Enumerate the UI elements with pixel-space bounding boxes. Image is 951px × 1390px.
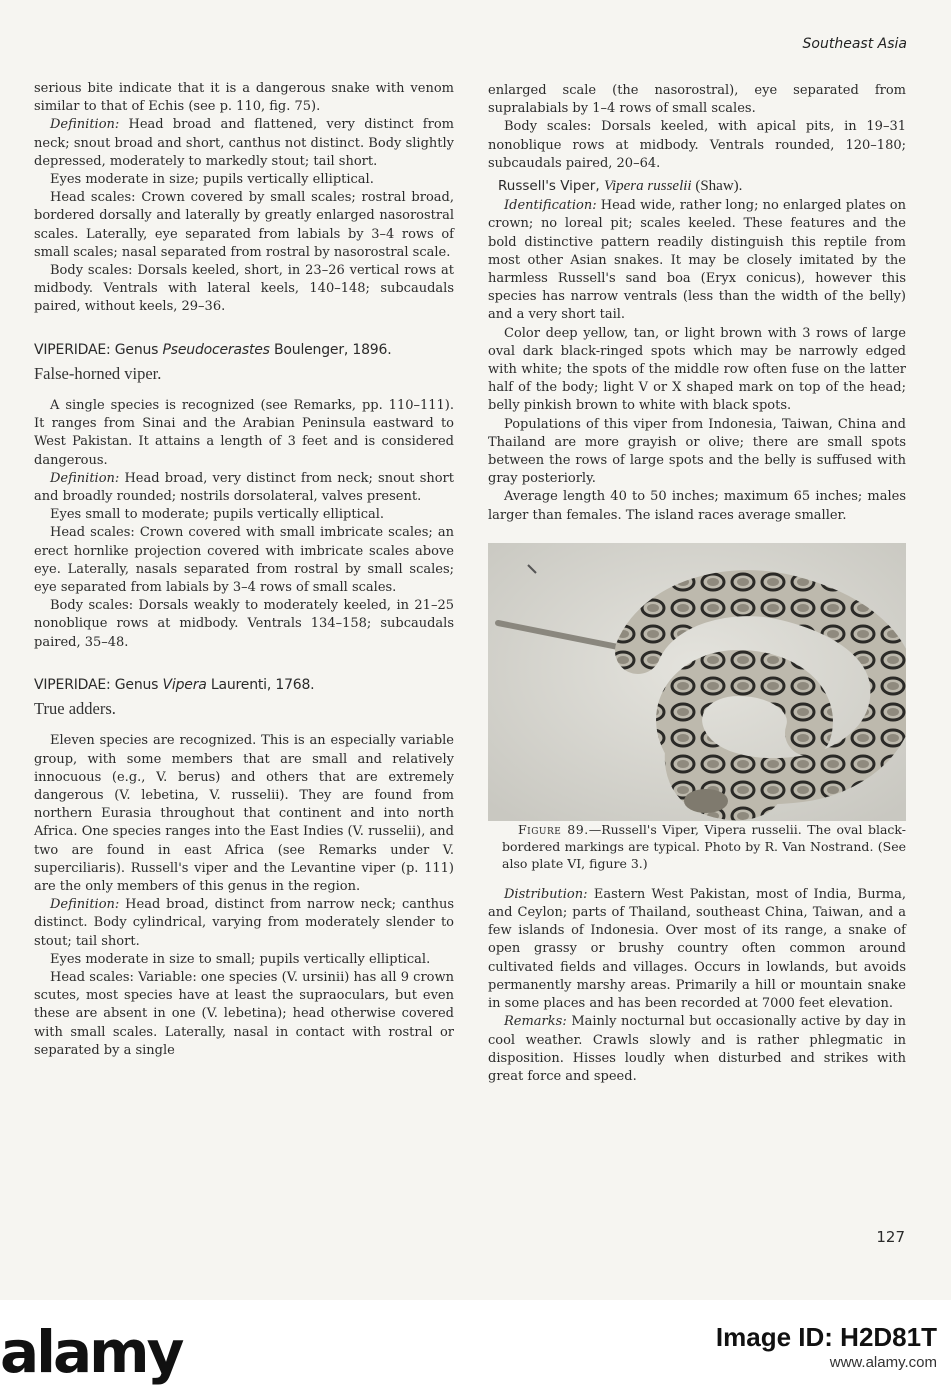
image-id-block [716,1322,937,1373]
paragraph: Head scales: Crown covered with small imbricate scales; an erect hornlike projection covered with imbricate scales above eye. Laterally, nasals separated from rostral by small scales; eye separated from labials by 3–4 rows of small scales. [34,525,454,596]
genus-heading-vipera [34,676,454,694]
paragraph: Body scales: Dorsals keeled, with apical pits, in 19–31 nonoblique rows at midbody. Ventrals rounded, 120–180; subcaudals paired, 20–64. [488,119,906,171]
definition-text: Head broad, distinct from narrow neck; canthus distinct. Body cylindrical, varying from moderately slender to stout; tail short. [34,897,454,949]
figure-caption [488,821,906,872]
distribution-paragraph [488,886,906,1013]
paragraph: Eyes moderate in size to small; pupils vertically elliptical. [50,951,431,967]
identification-label: Identification: [504,198,597,214]
genus-heading-pseudocerastes [34,341,454,359]
stock-photo-footer [0,1300,951,1390]
genus-name: Pseudocerastes [162,341,270,358]
species-scientific-name: Vipera russelii [603,178,692,195]
paragraph: Eleven species are recognized. This is an especially variable group, with some members that are small and relatively innocuous (e.g., V. berus) and others that are extremely dangerous (V. lebetina, V. russelii). They are found from northern Eurasia throughout that continent and into north Africa. One species ranges into the East Indies (V. russelii), and two are found in east Africa (see Remarks under V. superciliaris). Russell's viper and the Levantine viper (p. 111) are the only members of this genus in the region. [34,733,454,894]
alamy-logo: alamy [0,1318,182,1386]
image-id: Image ID: H2D81T [715,1322,937,1352]
paragraph: Eyes small to moderate; pupils vertically elliptical. [50,507,385,523]
paragraph: Body scales: Dorsals keeled, short, in 23–26 vertical rows at midbody. Ventrals with lateral keels, 140–148; subcaudals paired, without keels, 29–36. [34,263,454,315]
russells-viper-illustration [488,543,906,821]
identification-paragraph [488,197,906,324]
genus-prefix: VIPERIDAE: Genus [34,341,163,358]
snake-photo [488,543,906,821]
remarks-label: Remarks: [504,1014,567,1030]
identification-text: Head wide, rather long; no enlarged plates on crown; no loreal pit; scales keeled. These features and the bold distinctive pattern readily distinguish this reptile from most other Asian snakes. It may be closely imitated by the harmless Russell's sand boa (Eryx conicus), however this species has narrow ventrals (less than the width of the belly) and a very short tail. [488,198,906,323]
definition-paragraph [34,470,454,506]
figure-number: Figure 89. [518,821,589,837]
definition-text: Head broad, very distinct from neck; snout short and broadly rounded; nostrils dorsolateral, valves present. [34,470,454,505]
paragraph: Body scales: Dorsals weakly to moderately keeled, in 21–25 nonoblique rows at midbody. Ventrals 134–158; subcaudals paired, 35–48. [34,598,454,650]
paragraph: Average length 40 to 50 inches; maximum 65 inches; males larger than females. The island races average smaller. [488,489,906,523]
definition-paragraph [34,896,454,951]
common-name-heading: True adders. [34,699,116,719]
running-head: Southeast Asia [802,36,907,52]
paragraph: A single species is recognized (see Remarks, pp. 110–111). It ranges from Sinai and the Arabian Peninsula eastward to West Pakistan. It attains a length of 3 feet and is considered dangerous. [34,398,454,468]
right-column [488,82,906,1086]
distribution-text: Eastern West Pakistan, most of India, Burma, and Ceylon; parts of Thailand, southeast China, Taiwan, and a few islands of Indonesia. Over most of its range, a snake of open grassy or brushy country often common around cultivated fields and villages. Occurs in lowlands, but avoids permanently marshy areas. Primarily a hill or mountain snake in some places and has been recorded at 7000 feet elevation. [488,886,906,1012]
definition-label: Definition: [50,470,120,486]
definition-paragraph [34,116,454,171]
genus-name: Vipera [162,676,207,693]
site-url: www.alamy.com [829,1354,937,1371]
paragraph: enlarged scale (the nasorostral), eye separated from supralabials by 1–4 rows of small scales. [488,83,906,117]
definition-label: Definition: [50,897,120,913]
species-heading [498,177,906,195]
paragraph: Head scales: Variable: one species (V. ursinii) has all 9 crown scutes, most species have at least the supraoculars, but even these are absent in one (V. lebetina); head otherwise covered with small scales. Laterally, nasal in contact with rostral or separated by a single [34,969,454,1058]
remarks-text: Mainly nocturnal but occasionally active by day in cool weather. Crawls slowly and is rather phlegmatic in disposition. Hisses loudly when disturbed and strikes with great force and speed. [488,1014,906,1084]
definition-label: Definition: [50,117,120,133]
genus-prefix: VIPERIDAE: Genus [34,676,163,693]
species-common-name: Russell's Viper, [498,178,604,195]
page-number: 127 [876,1228,905,1246]
genus-authority: Laurenti, 1768. [206,676,315,693]
paragraph: Populations of this viper from Indonesia, Taiwan, China and Thailand are more grayish or olive; there are small spots between the rows of large spots and the belly is suffused with gray posteriorly. [488,416,906,487]
distribution-label: Distribution: [504,886,588,902]
genus-authority: Boulenger, 1896. [269,341,392,358]
left-column [34,80,454,1060]
paragraph: Head scales: Crown covered by small scales; rostral broad, bordered dorsally and laterally by greatly enlarged nasorostral scales. Laterally, eye separated from labials by 3–4 rows of small scales; nasal separated from rostral by nasorostral scale. [34,190,454,260]
species-authority: (Shaw). [691,178,743,195]
paragraph: Color deep yellow, tan, or light brown with 3 rows of large oval dark black-ringed spots which may be narrowly edged with white; the spots of the middle row often fuse on the latter half of the body; light V or X shaped mark on top of the head; belly pinkish brown to white with black spots. [488,325,906,414]
paragraph: Eyes moderate in size; pupils vertically elliptical. [50,172,374,188]
remarks-paragraph [488,1013,906,1086]
definition-text: Head broad and flattened, very distinct from neck; snout broad and short, canthus not distinct. Body slightly depressed, moderately to markedly stout; tail short. [34,117,454,169]
paragraph: serious bite indicate that it is a dangerous snake with venom similar to that of Echis (see p. 110, fig. 75). [34,81,454,115]
common-name-heading: False-horned viper. [34,363,162,383]
caption-text: —Russell's Viper, Vipera russelii. The oval black-bordered markings are typical. Photo by R. Van Nostrand. (See also plate VI, figure 3.) [502,821,906,871]
